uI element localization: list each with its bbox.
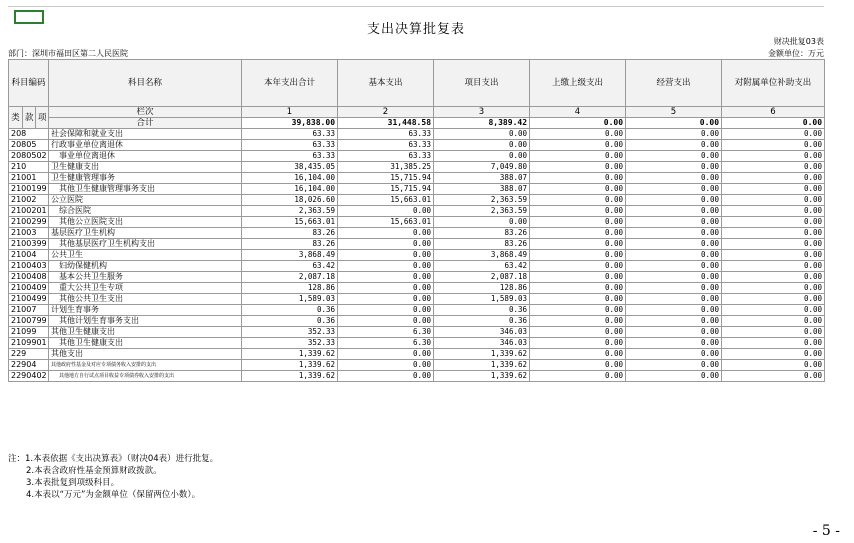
subject-code: 2100799: [9, 316, 49, 327]
amount-cell: 0.00: [626, 151, 722, 162]
subject-code: 21004: [9, 250, 49, 261]
subject-name: 其他计划生育事务支出: [49, 316, 242, 327]
amount-cell: 0.00: [626, 349, 722, 360]
table-row: [9, 239, 825, 250]
amount-cell: 15,663.01: [338, 217, 434, 228]
amount-cell: 0.00: [626, 206, 722, 217]
amount-cell: 0.00: [722, 316, 825, 327]
table-row: [9, 338, 825, 349]
subject-code: 2109901: [9, 338, 49, 349]
amount-cell: 0.00: [722, 184, 825, 195]
amount-cell: 0.00: [626, 140, 722, 151]
note-line: 注：1.本表依据《支出决算表》（财决04表）进行批复。: [8, 454, 219, 464]
amount-cell: 0.00: [338, 360, 434, 371]
amount-cell: 128.86: [242, 283, 338, 294]
amount-cell: 0.00: [530, 371, 626, 382]
amount-cell: 83.26: [434, 228, 530, 239]
amount-cell: 0.00: [530, 283, 626, 294]
amount-cell: 352.33: [242, 338, 338, 349]
table-row: [9, 371, 825, 382]
column-gridlines: [8, 6, 824, 17]
amount-cell: 0.00: [722, 151, 825, 162]
amount-cell: 0.00: [530, 250, 626, 261]
amount-cell: 0.00: [722, 283, 825, 294]
total-value: 8,389.42: [434, 118, 530, 129]
subject-name: 其他公立医院支出: [49, 217, 242, 228]
note-line: 4.本表以“万元”为金额单位（保留两位小数）。: [26, 490, 201, 500]
subject-code: 2100399: [9, 239, 49, 250]
subject-name: 公共卫生: [49, 250, 242, 261]
amount-cell: 0.00: [626, 338, 722, 349]
total-value: 0.00: [722, 118, 825, 129]
subject-code: 208: [9, 129, 49, 140]
table-row: [9, 305, 825, 316]
table-row: [9, 184, 825, 195]
subject-name: 妇幼保健机构: [49, 261, 242, 272]
amount-cell: 0.00: [626, 195, 722, 206]
amount-cell: 388.07: [434, 173, 530, 184]
header-heji: 合计: [49, 118, 242, 129]
amount-cell: 0.00: [530, 129, 626, 140]
header-row: [9, 60, 825, 107]
subject-name: 社会保障和就业支出: [49, 129, 242, 140]
subject-code: 2100199: [9, 184, 49, 195]
amount-cell: 0.00: [530, 228, 626, 239]
amount-cell: 63.33: [338, 151, 434, 162]
amount-cell: 0.00: [530, 261, 626, 272]
amount-cell: 15,663.01: [242, 217, 338, 228]
amount-cell: 1,339.62: [434, 360, 530, 371]
amount-cell: 0.00: [722, 349, 825, 360]
amount-cell: 0.00: [626, 316, 722, 327]
note-line: 3.本表批复到项级科目。: [26, 478, 120, 488]
department-label: 部门：深圳市福田区第二人民医院: [8, 49, 128, 58]
amount-cell: 0.00: [626, 261, 722, 272]
amount-cell: 0.00: [338, 228, 434, 239]
amount-cell: 0.00: [338, 261, 434, 272]
amount-cell: 38,435.05: [242, 162, 338, 173]
amount-cell: 0.00: [530, 140, 626, 151]
amount-cell: 0.36: [434, 305, 530, 316]
notes-block: [8, 453, 218, 501]
amount-cell: 0.00: [530, 184, 626, 195]
amount-cell: 1,339.62: [242, 360, 338, 371]
header-business: 经营支出: [626, 60, 722, 107]
amount-cell: 0.00: [530, 294, 626, 305]
subject-name: 其他卫生健康支出: [49, 338, 242, 349]
amount-cell: 0.00: [338, 371, 434, 382]
amount-cell: 0.00: [626, 305, 722, 316]
amount-cell: 0.00: [626, 162, 722, 173]
amount-cell: 0.00: [722, 360, 825, 371]
amount-cell: 15,663.01: [338, 195, 434, 206]
total-value: 31,448.58: [338, 118, 434, 129]
amount-cell: 0.00: [626, 283, 722, 294]
amount-cell: 1,339.62: [242, 371, 338, 382]
amount-cell: 0.00: [530, 327, 626, 338]
amount-cell: 2,087.18: [242, 272, 338, 283]
amount-cell: 15,715.94: [338, 173, 434, 184]
amount-cell: 83.26: [242, 239, 338, 250]
amount-cell: 0.00: [530, 239, 626, 250]
table-row: [9, 195, 825, 206]
amount-cell: 0.00: [722, 338, 825, 349]
amount-cell: 0.00: [722, 327, 825, 338]
amount-cell: 0.00: [626, 250, 722, 261]
amount-cell: 0.00: [722, 250, 825, 261]
subject-name: 其他支出: [49, 349, 242, 360]
subject-name: 基层医疗卫生机构: [49, 228, 242, 239]
amount-cell: 63.33: [242, 151, 338, 162]
amount-cell: 1,589.03: [434, 294, 530, 305]
amount-cell: 63.33: [338, 129, 434, 140]
amount-cell: 6.30: [338, 327, 434, 338]
expenditure-table: [8, 59, 825, 382]
subject-code: 229: [9, 349, 49, 360]
amount-cell: 6.30: [338, 338, 434, 349]
amount-cell: 15,715.94: [338, 184, 434, 195]
amount-cell: 0.00: [434, 129, 530, 140]
amount-cell: 0.00: [530, 338, 626, 349]
subject-code: 21001: [9, 173, 49, 184]
amount-cell: 2,363.59: [242, 206, 338, 217]
amount-cell: 0.00: [626, 173, 722, 184]
subject-name: 其他卫生健康管理事务支出: [49, 184, 242, 195]
amount-cell: 83.26: [434, 239, 530, 250]
page-number: - 5 -: [812, 523, 840, 539]
amount-cell: 0.00: [530, 305, 626, 316]
subject-name: 重大公共卫生专项: [49, 283, 242, 294]
amount-cell: 0.00: [722, 272, 825, 283]
total-value: 0.00: [530, 118, 626, 129]
amount-cell: 1,339.62: [242, 349, 338, 360]
total-row: [9, 118, 825, 129]
header-lei: 类: [9, 107, 23, 129]
header-code: 科目编码: [9, 60, 49, 107]
department-line: [8, 48, 824, 58]
subject-code: 22904: [9, 360, 49, 371]
column-number: 5: [626, 107, 722, 118]
note-line: 2.本表含政府性基金预算财政拨款。: [26, 466, 162, 476]
amount-cell: 1,339.62: [434, 349, 530, 360]
table-row: [9, 272, 825, 283]
subject-name: 卫生健康支出: [49, 162, 242, 173]
subject-name: 其他基层医疗卫生机构支出: [49, 239, 242, 250]
amount-cell: 0.00: [722, 195, 825, 206]
amount-cell: 0.00: [722, 239, 825, 250]
subject-name: 事业单位离退休: [49, 151, 242, 162]
amount-cell: 0.00: [338, 316, 434, 327]
amount-cell: 346.03: [434, 338, 530, 349]
subject-name: 公立医院: [49, 195, 242, 206]
table-row: [9, 151, 825, 162]
subject-code: 2100499: [9, 294, 49, 305]
amount-cell: 3,868.49: [434, 250, 530, 261]
table-row: [9, 228, 825, 239]
header-upper: 上缴上级支出: [530, 60, 626, 107]
total-value: 39,838.00: [242, 118, 338, 129]
subject-name: 行政事业单位离退休: [49, 140, 242, 151]
header-project: 项目支出: [434, 60, 530, 107]
amount-cell: 0.00: [338, 272, 434, 283]
amount-cell: 0.00: [626, 239, 722, 250]
table-row: [9, 261, 825, 272]
amount-cell: 0.00: [722, 371, 825, 382]
header-subsidy: 对附属单位补助支出: [722, 60, 825, 107]
table-row: [9, 250, 825, 261]
form-code: 财决批复03表: [773, 37, 824, 46]
subject-code: 2100408: [9, 272, 49, 283]
amount-cell: 0.36: [242, 305, 338, 316]
subject-code: 21003: [9, 228, 49, 239]
subject-code: 2100403: [9, 261, 49, 272]
amount-cell: 2,363.59: [434, 206, 530, 217]
amount-cell: 128.86: [434, 283, 530, 294]
amount-cell: 3,868.49: [242, 250, 338, 261]
subject-code: 2100201: [9, 206, 49, 217]
amount-cell: 0.00: [530, 316, 626, 327]
amount-cell: 0.00: [530, 217, 626, 228]
amount-cell: 83.26: [242, 228, 338, 239]
amount-cell: 0.00: [530, 173, 626, 184]
table-row: [9, 294, 825, 305]
amount-cell: 1,589.03: [242, 294, 338, 305]
amount-cell: 0.00: [338, 283, 434, 294]
header-basic: 基本支出: [338, 60, 434, 107]
amount-cell: 0.00: [722, 140, 825, 151]
amount-cell: 0.36: [434, 316, 530, 327]
amount-cell: 0.00: [722, 173, 825, 184]
amount-cell: 0.00: [338, 239, 434, 250]
subject-name: 其他地方自行试点项目收益专项债券收入安排的支出: [49, 371, 242, 382]
subject-code: 2100299: [9, 217, 49, 228]
column-number: 6: [722, 107, 825, 118]
amount-cell: 0.00: [338, 250, 434, 261]
amount-cell: 16,104.00: [242, 173, 338, 184]
amount-cell: 63.33: [242, 129, 338, 140]
subject-code: 21007: [9, 305, 49, 316]
subject-name: 其他政府性基金及对应专项债务收入安排的支出: [49, 360, 242, 371]
amount-cell: 0.00: [626, 217, 722, 228]
header-kuan: 款: [23, 107, 36, 129]
amount-cell: 0.00: [530, 162, 626, 173]
header-xiang: 项: [36, 107, 49, 129]
table-row: [9, 349, 825, 360]
amount-cell: 0.00: [626, 228, 722, 239]
unit-label: 金额单位：万元: [768, 49, 824, 58]
amount-cell: 0.00: [626, 294, 722, 305]
column-number: 2: [338, 107, 434, 118]
table-row: [9, 140, 825, 151]
subject-name: 其他卫生健康支出: [49, 327, 242, 338]
total-value: 0.00: [626, 118, 722, 129]
amount-cell: 0.00: [626, 272, 722, 283]
table-row: [9, 360, 825, 371]
amount-cell: 352.33: [242, 327, 338, 338]
amount-cell: 0.00: [722, 261, 825, 272]
amount-cell: 0.00: [626, 184, 722, 195]
page-title: 支出决算批复表: [366, 22, 465, 37]
amount-cell: 0.00: [530, 151, 626, 162]
table-row: [9, 129, 825, 140]
amount-cell: 63.33: [338, 140, 434, 151]
table-row: [9, 316, 825, 327]
subject-code: 21099: [9, 327, 49, 338]
amount-cell: 0.00: [530, 206, 626, 217]
amount-cell: 0.00: [530, 272, 626, 283]
amount-cell: 0.00: [530, 349, 626, 360]
amount-cell: 0.00: [530, 360, 626, 371]
amount-cell: 0.00: [434, 217, 530, 228]
subject-code: 2290402: [9, 371, 49, 382]
amount-cell: 0.00: [338, 349, 434, 360]
subject-code: 210: [9, 162, 49, 173]
amount-cell: 346.03: [434, 327, 530, 338]
amount-cell: 0.00: [434, 151, 530, 162]
subject-code: 2080502: [9, 151, 49, 162]
header-lanci: 栏次: [49, 107, 242, 118]
amount-cell: 63.42: [434, 261, 530, 272]
amount-cell: 63.42: [242, 261, 338, 272]
amount-cell: 63.33: [242, 140, 338, 151]
table-row: [9, 173, 825, 184]
subject-code: 21002: [9, 195, 49, 206]
subject-name: 卫生健康管理事务: [49, 173, 242, 184]
amount-cell: 0.00: [722, 217, 825, 228]
amount-cell: 0.00: [626, 327, 722, 338]
amount-cell: 0.00: [338, 294, 434, 305]
subject-name: 计划生育事务: [49, 305, 242, 316]
header-name: 科目名称: [49, 60, 242, 107]
table-row: [9, 327, 825, 338]
amount-cell: 31,385.25: [338, 162, 434, 173]
amount-cell: 0.00: [530, 195, 626, 206]
subject-code: 2100409: [9, 283, 49, 294]
table-row: [9, 217, 825, 228]
table-row: [9, 206, 825, 217]
column-number: 1: [242, 107, 338, 118]
column-number: 4: [530, 107, 626, 118]
table-row: [9, 283, 825, 294]
amount-cell: 0.00: [338, 305, 434, 316]
amount-cell: 0.00: [626, 360, 722, 371]
column-number-row: [9, 107, 825, 118]
header-total: 本年支出合计: [242, 60, 338, 107]
amount-cell: 18,026.60: [242, 195, 338, 206]
amount-cell: 0.00: [722, 129, 825, 140]
amount-cell: 0.00: [338, 206, 434, 217]
amount-cell: 0.00: [722, 294, 825, 305]
amount-cell: 0.00: [722, 206, 825, 217]
subject-code: 20805: [9, 140, 49, 151]
amount-cell: 2,087.18: [434, 272, 530, 283]
amount-cell: 0.00: [626, 129, 722, 140]
amount-cell: 0.00: [722, 305, 825, 316]
amount-cell: 388.07: [434, 184, 530, 195]
amount-cell: 0.00: [434, 140, 530, 151]
amount-cell: 0.00: [722, 228, 825, 239]
subject-name: 综合医院: [49, 206, 242, 217]
subject-name: 基本公共卫生服务: [49, 272, 242, 283]
amount-cell: 0.36: [242, 316, 338, 327]
subject-name: 其他公共卫生支出: [49, 294, 242, 305]
column-number: 3: [434, 107, 530, 118]
amount-cell: 0.00: [722, 162, 825, 173]
amount-cell: 7,049.80: [434, 162, 530, 173]
amount-cell: 16,104.00: [242, 184, 338, 195]
table-row: [9, 162, 825, 173]
amount-cell: 0.00: [626, 371, 722, 382]
amount-cell: 1,339.62: [434, 371, 530, 382]
amount-cell: 2,363.59: [434, 195, 530, 206]
